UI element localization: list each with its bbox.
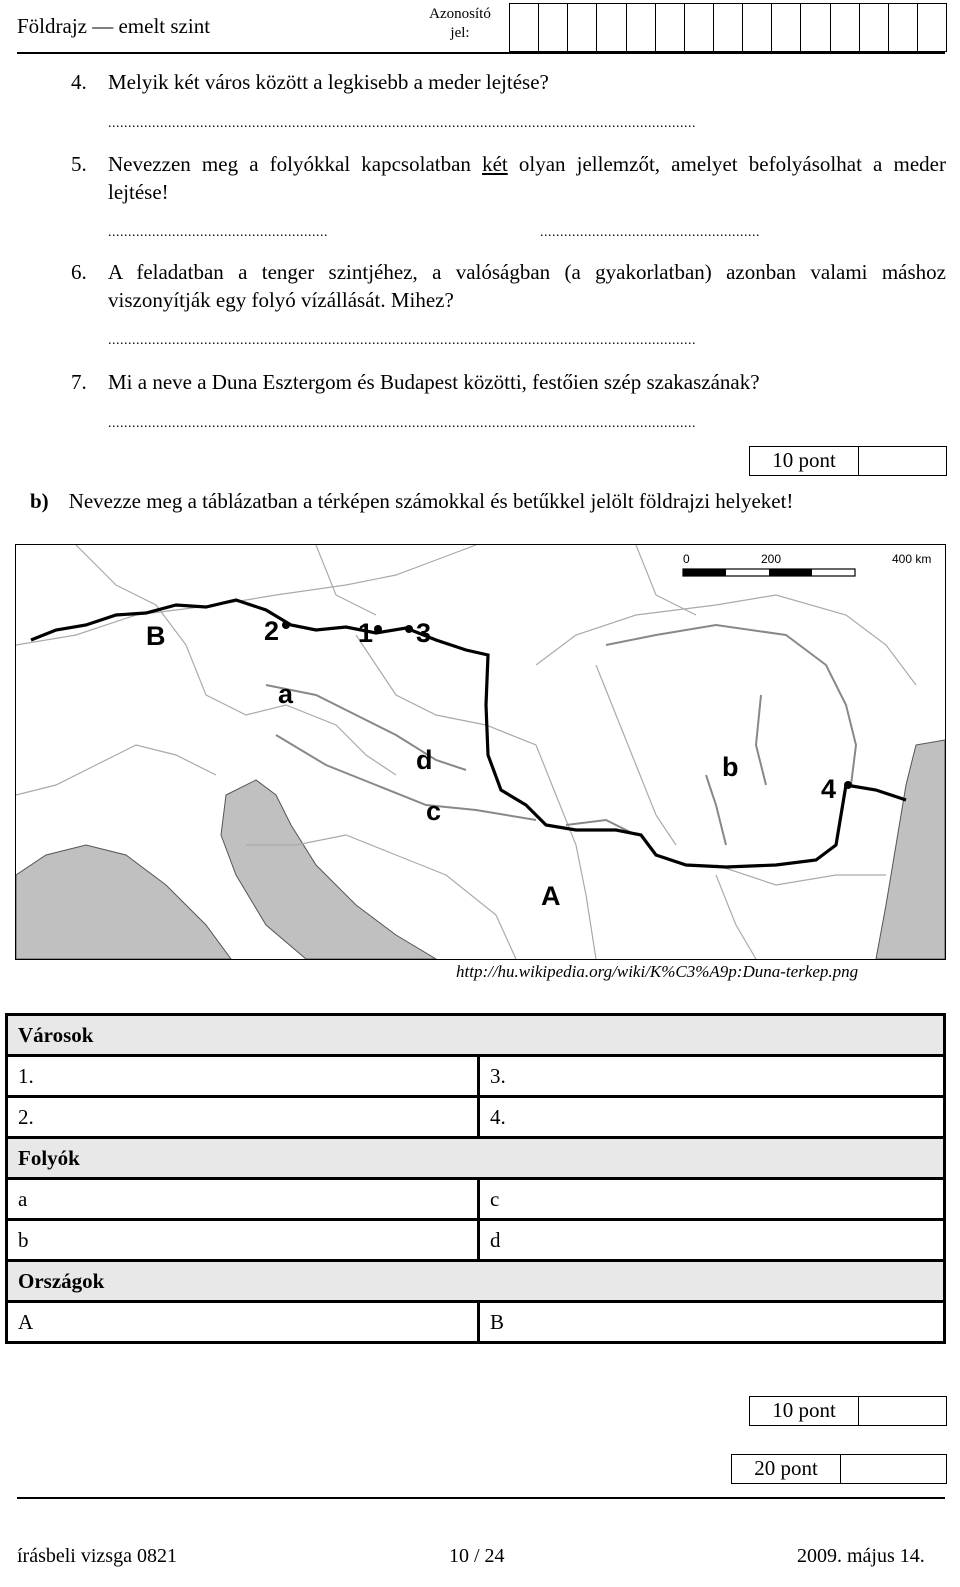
answer-line[interactable]: ....................................................... (108, 225, 328, 240)
header-rule (17, 52, 945, 54)
answer-line[interactable]: ....................................................... (540, 225, 760, 240)
points-entry[interactable] (841, 1455, 946, 1483)
points-entry[interactable] (859, 1397, 946, 1425)
question-number: 5. (71, 152, 87, 176)
table-cell[interactable]: 4. (479, 1097, 945, 1138)
points-entry[interactable] (859, 447, 946, 475)
scale-label-400: 400 km (892, 552, 932, 566)
answer-line[interactable]: ................................................................................................................................................... (108, 116, 696, 131)
map-label-A: A (541, 881, 561, 911)
table-header-countries: Országok (7, 1261, 945, 1302)
city-marker-2 (282, 621, 290, 629)
map-label-b: b (722, 752, 739, 782)
table-cell[interactable]: b (7, 1220, 479, 1261)
table-cell[interactable]: 3. (479, 1056, 945, 1097)
table-cell[interactable]: a (7, 1179, 479, 1220)
table-header-rivers: Folyók (7, 1138, 945, 1179)
question-number: 6. (71, 260, 87, 284)
scale-label-200: 200 (761, 552, 782, 566)
city-marker-1 (374, 625, 382, 633)
answer-line[interactable]: ................................................................................................................................................... (108, 333, 696, 348)
table-header-cities: Városok (7, 1015, 945, 1056)
table-cell[interactable]: d (479, 1220, 945, 1261)
city-marker-4 (844, 781, 852, 789)
map-label-2: 2 (264, 616, 280, 646)
question-number: 4. (71, 70, 87, 94)
table-cell[interactable]: c (479, 1179, 945, 1220)
map-label-3: 3 (416, 618, 432, 648)
map-label-a: a (278, 679, 294, 709)
answer-table (5, 1013, 946, 1344)
id-label: Azonosító jel: (429, 6, 491, 41)
map-label-1: 1 (358, 618, 374, 648)
map-label-B: B (146, 621, 166, 651)
table-cell[interactable]: B (479, 1302, 945, 1343)
task-b: b) Nevezze meg a táblázatban a térképen számokkal és betűkkel jelölt földrajzi helyeket! (30, 489, 794, 513)
table-cell[interactable]: 2. (7, 1097, 479, 1138)
footer-left: írásbeli vizsga 0821 (17, 1545, 177, 1567)
table-cell[interactable]: 1. (7, 1056, 479, 1097)
points-box: 10 pont (749, 1396, 947, 1426)
points-box: 10 pont (749, 446, 947, 476)
table-cell[interactable]: A (7, 1302, 479, 1343)
question-text: Mi a neve a Duna Esztergom és Budapest közötti, festőien szép szakaszának? (108, 370, 760, 394)
map-label-c: c (426, 796, 442, 826)
footer-date: 2009. május 14. (797, 1545, 925, 1567)
footer-page: 10 / 24 (449, 1545, 505, 1567)
question-number: 7. (71, 370, 87, 394)
points-box-total: 20 pont (731, 1454, 947, 1484)
footer-rule (17, 1497, 945, 1499)
danube-map (15, 544, 946, 960)
question-text: A feladatban a tenger szintjéhez, a valóságban (a gyakorlatban) azonban valami máshoz viszonyítják egy folyó vízállását. Mihez? (108, 260, 946, 312)
scale-label-0: 0 (683, 552, 690, 566)
question-text: Melyik két város között a legkisebb a meder lejtése? (108, 70, 549, 94)
city-marker-3 (405, 625, 413, 633)
question-text: Nevezzen meg a folyókkal kapcsolatban két olyan jellemzőt, amelyet befolyásolhat a meder lejtése! (108, 152, 946, 204)
answer-line[interactable]: ................................................................................................................................................... (108, 416, 696, 431)
map-label-d: d (416, 745, 433, 775)
map-source[interactable]: http://hu.wikipedia.org/wiki/K%C3%A9p:Duna-terkep.png (456, 962, 859, 981)
header-subject: Földrajz — emelt szint (17, 14, 211, 38)
map-label-4: 4 (821, 774, 837, 804)
id-boxes (509, 3, 947, 52)
